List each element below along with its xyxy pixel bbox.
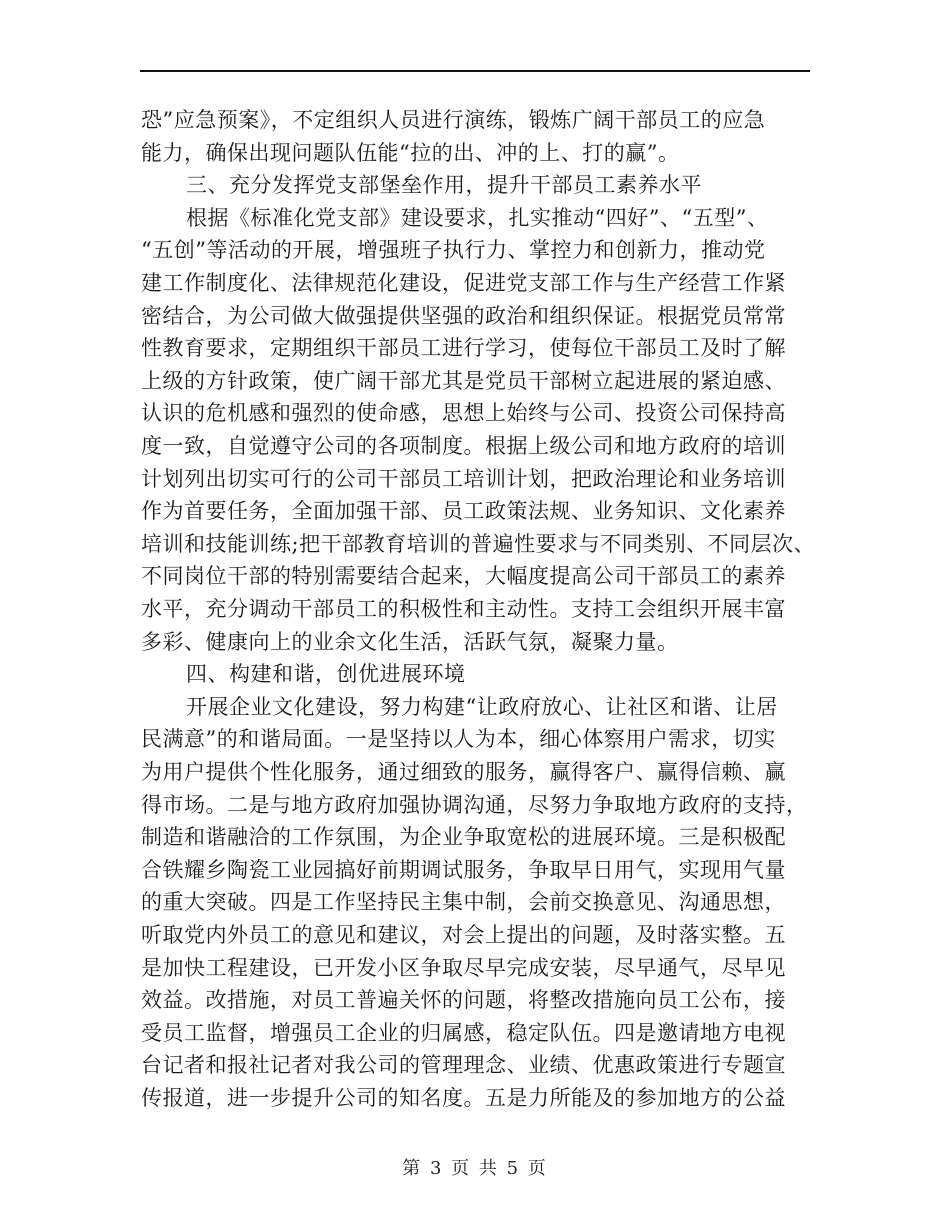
paragraph-line: 传报道，进一步提升公司的知名度。五是力所能及的参加地方的公益 [141,1086,786,1110]
paragraph-line: 建工作制度化、法律规范化建设，促进党支部工作与生产经营工作紧 [141,271,786,295]
paragraph-line: 制造和谐融洽的工作氛围，为企业争取宽松的进展环境。三是积极配 [141,825,786,850]
paragraph-line-indented: 四、构建和谐，创优进展环境 [186,662,466,687]
paragraph-line: 效益。改措施，对员工普遍关怀的问题，将整改措施向员工公布，接 [141,988,786,1013]
paragraph-line: 水平，充分调动干部员工的积极性和主动性。支持工会组织开展丰富 [141,597,786,621]
paragraph-line: 认识的危机感和强烈的使命感，思想上始终与公司、投资公司保持高 [141,401,786,426]
header-rule [140,70,810,72]
paragraph-line: 得市场。二是与地方政府加强协调沟通，尽努力争取地方政府的支持， [141,792,808,817]
paragraph-line: 计划列出切实可行的公司干部员工培训计划，把政治理论和业务培训 [141,466,786,491]
paragraph-line: 作为首要任务，全面加强干部、员工政策法规、业务知识、文化素养 [141,499,786,524]
paragraph-line: 台记者和报社记者对我公司的管理理念、业绩、优惠政策进行专题宣 [141,1053,786,1078]
paragraph-line: 听取党内外员工的意见和建议，对会上提出的问题，及时落实整。五 [141,923,786,947]
paragraph-line-indented: 三、充分发挥党支部堡垒作用，提升干部员工素养水平 [186,173,702,198]
paragraph-line: 恐”应急预案》，不定组织人员进行演练，锻炼广阔干部员工的应急 [141,108,766,132]
paragraph-line: 合铁耀乡陶瓷工业园搞好前期调试服务，争取早日用气，实现用气量 [141,857,786,882]
paragraph-line: 上级的方针政策，使广阔干部尤其是党员干部树立起进展的紧迫感、 [141,368,786,393]
paragraph-line: 的重大突破。四是工作坚持民主集中制，会前交换意见、沟通思想， [141,890,786,915]
paragraph-line: “五创”等活动的开展，增强班子执行力、掌控力和创新力，推动党 [141,238,766,263]
paragraph-line: 为用户提供个性化服务，通过细致的服务，赢得客户、赢得信赖、赢 [141,760,786,784]
paragraph-line: 多彩、健康向上的业余文化生活，活跃气氛，凝聚力量。 [141,629,679,654]
paragraph-line: 民满意”的和谐局面。一是坚持以人为本，细心体察用户需求，切实 [141,727,776,752]
paragraph-line-indented: 根据《标准化党支部》建设要求，扎实推动“四好”、“五型”、 [186,205,769,230]
paragraph-line: 培训和技能训练;把干部教育培训的普遍性要求与不同类别、不同层次、 [141,531,816,556]
paragraph-line: 受员工监督，增强员工企业的归属感，稳定队伍。四是邀请地方电视 [141,1020,786,1045]
page-footer: 第 3 页 共 5 页 [402,1158,548,1179]
paragraph-line-indented: 开展企业文化建设，努力构建“让政府放心、让社区和谐、让居 [186,694,778,719]
paragraph-line: 密结合，为公司做大做强提供坚强的政治和组织保证。根据党员常常 [141,303,786,328]
paragraph-line: 能力，确保出现问题队伍能“拉的出、冲的上、打的赢”。 [141,140,680,165]
paragraph-line: 性教育要求，定期组织干部员工进行学习，使每位干部员工及时了解 [141,336,786,361]
paragraph-line: 不同岗位干部的特别需要结合起来，大幅度提高公司干部员工的素养 [141,564,786,589]
paragraph-line: 度一致，自觉遵守公司的各项制度。根据上级公司和地方政府的培训 [141,434,786,458]
paragraph-line: 是加快工程建设，已开发小区争取尽早完成安装，尽早通气，尽早见 [141,955,786,980]
